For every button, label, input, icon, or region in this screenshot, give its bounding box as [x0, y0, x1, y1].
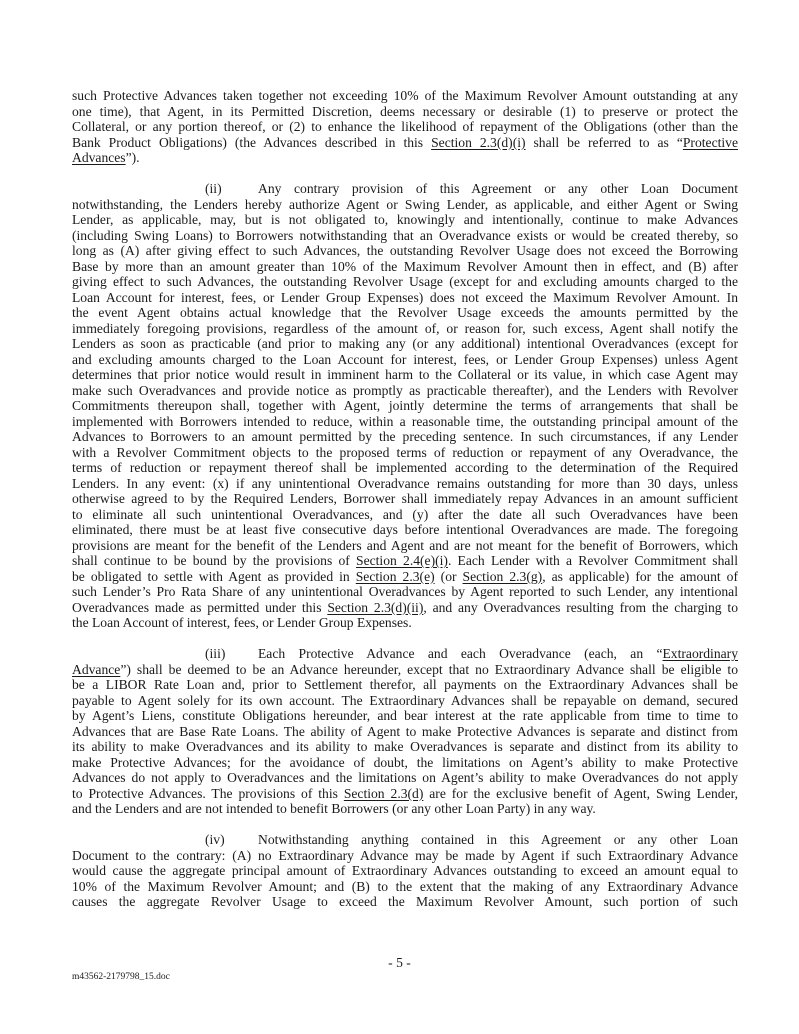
text-line — [72, 522, 738, 538]
text-segment: to eliminate all such unintentional Overadvances, and (y) after the date all such Overadvances have been — [72, 506, 738, 522]
text-line — [72, 119, 738, 135]
text-line — [72, 832, 738, 848]
text-line — [72, 600, 738, 616]
text-segment: Bank Product Obligations) (the Advances described in this — [72, 134, 432, 150]
text-line — [72, 181, 738, 197]
subsection-label: (iii) — [205, 646, 226, 661]
text-line — [72, 879, 738, 895]
text-line — [72, 646, 738, 662]
cross-reference-link[interactable]: Section 2.3(d) — [343, 785, 424, 801]
text-line — [72, 677, 738, 693]
text-line — [72, 243, 738, 259]
text-line — [72, 848, 738, 864]
text-line — [72, 755, 738, 771]
text-line — [72, 197, 738, 213]
text-line — [72, 863, 738, 879]
text-segment: (including Swing Loans) to Borrowers notwithstanding that an Overadvance exists or would be created thereby, so — [72, 227, 738, 243]
text-line — [72, 414, 738, 430]
text-line — [72, 615, 738, 631]
text-line — [72, 476, 738, 492]
text-segment: shall continue to be bound by the provisions of — [72, 553, 357, 568]
text-line — [72, 274, 738, 290]
line-text — [258, 832, 738, 848]
footer-document-id: m43562-2179798_15.doc — [72, 972, 170, 982]
page-number: - 5 - — [388, 955, 411, 970]
text-segment: Base by more than an amount greater than 10% of the Maximum Revolver Amount then in effect, and (B) after — [72, 258, 738, 274]
text-segment: Advances to Borrowers to an amount permitted by the preceding sentence. In such circumstances, if any Lender — [72, 429, 738, 444]
text-line — [72, 569, 738, 585]
text-line — [72, 786, 738, 802]
cross-reference-link[interactable]: Section 2.3(e) — [355, 568, 435, 584]
text-segment: immediately foregoing provisions, regardless of the amount of, or reason for, such excess, Agent shall notify the — [72, 320, 738, 336]
text-segment: . Each Lender with a Revolver Commitment shall — [447, 553, 738, 568]
text-segment: determines that prior notice would result in imminent harm to the Collateral or its value, in which case Agent may — [72, 367, 738, 382]
paragraph-continued — [72, 88, 738, 166]
text-line — [72, 367, 738, 383]
text-segment: such Lender’s Pro Rata Share of any unintentional Overadvances by Agent reported to such Lender, any intentional — [72, 584, 738, 599]
text-segment: Advances do not apply to Overadvances and the limitations on Agent’s ability to make Overadvances do not apply — [72, 770, 738, 785]
text-segment: Lenders. In any event: (x) if any unintentional Overadvance remains outstanding for more than 30 days, unless — [72, 475, 738, 491]
line-text — [258, 646, 738, 662]
text-line — [72, 445, 738, 461]
text-line — [72, 553, 738, 569]
cross-reference-link[interactable]: Section 2.3(d)(i) — [431, 134, 526, 150]
text-segment: ”) shall be deemed to be an Advance hereunder, except that no Extraordinary Advance shall be eligible to — [120, 661, 738, 677]
cross-reference-link[interactable]: Section 2.3(d)(ii) — [327, 599, 424, 615]
text-segment: the event Agent obtains actual knowledge that the Revolver Usage exceeds the amounts permitted by the — [72, 305, 738, 320]
cross-reference-link[interactable]: Extraordinary — [662, 646, 738, 661]
text-segment: terms of reduction or repayment thereof shall be implemented according to the determination of the Required — [72, 460, 738, 475]
text-segment: and the Lenders and are not intended to benefit Borrowers (or any other Loan Party) in any way. — [72, 801, 596, 816]
text-segment: Document to the contrary: (A) no Extraordinary Advance may be made by Agent if such Extraordinary Advance — [72, 847, 738, 863]
text-segment: provisions are meant for the benefit of the Lenders and Agent and are not meant for the benefit of Borrowers, which — [72, 537, 738, 553]
text-line — [72, 104, 738, 120]
text-segment: Advances that are Base Rate Loans. The ability of Agent to make Protective Advances is separate and distinct from — [72, 723, 738, 739]
text-segment: make such Overadvances and provide notice as promptly as practicable thereafter), and the Lenders with Revolver — [72, 382, 738, 398]
text-segment: long as (A) after giving effect to such Advances, the outstanding Revolver Usage does not exceed the Borrowing — [72, 243, 738, 258]
text-segment: one time), that Agent, in its Permitted Discretion, deems necessary or desirable (1) to preserve or protect the — [72, 103, 738, 119]
text-line — [72, 460, 738, 476]
text-line — [72, 724, 738, 740]
text-segment: such Protective Advances taken together not exceeding 10% of the Maximum Revolver Amount outstanding at any — [72, 88, 738, 103]
text-line — [72, 584, 738, 600]
subsection-label: (ii) — [205, 181, 222, 196]
text-segment: by Agent’s Liens, constitute Obligations hereunder, and bear interest at the rate applicable from time to time to — [72, 708, 738, 723]
text-segment: shall be referred to as “ — [525, 134, 683, 150]
text-segment: , as applicable) for the amount of — [542, 568, 738, 584]
cross-reference-link[interactable]: Section 2.3(g) — [462, 568, 543, 584]
text-line — [72, 135, 738, 151]
text-line — [72, 429, 738, 445]
paragraph-ii — [72, 181, 738, 631]
text-segment: are for the exclusive benefit of Agent, Swing Lender, — [423, 785, 738, 801]
cross-reference-link[interactable]: Protective — [682, 134, 738, 150]
text-line — [72, 150, 738, 166]
text-line — [72, 305, 738, 321]
text-segment: payable to Agent solely for its own account. The Extraordinary Advances shall be repayable on demand, secured — [72, 692, 738, 708]
text-line — [72, 290, 738, 306]
text-line — [72, 228, 738, 244]
text-segment: , and any Overadvances resulting from the charging to — [423, 599, 738, 615]
text-segment: be obligated to settle with Agent as provided in — [72, 568, 356, 584]
text-line — [72, 538, 738, 554]
cross-reference-link[interactable]: Advances — [72, 150, 126, 165]
text-segment: and excluding amounts charged to the Loan Account for interest, fees, or Lender Group Expenses) unless Agent — [72, 351, 738, 367]
text-line — [72, 662, 738, 678]
text-line — [72, 708, 738, 724]
text-segment: would cause the aggregate principal amount of Extraordinary Advances outstanding to exceed an amount equal to — [72, 863, 738, 878]
text-line — [72, 770, 738, 786]
text-line — [72, 352, 738, 368]
text-segment: make Protective Advances; for the avoidance of doubt, the limitations on Agent’s ability to make Protective — [72, 754, 738, 770]
text-segment: its ability to make Overadvances and its ability to make Overadvances is separate and distinct from its ability to — [72, 739, 738, 754]
text-line — [72, 894, 738, 910]
text-segment: Notwithstanding anything contained in this Agreement or any other Loan — [258, 832, 738, 847]
text-line — [72, 491, 738, 507]
text-segment: giving effect to such Advances, the outstanding Revolver Usage (except for and excluding amounts charged to the — [72, 274, 738, 289]
cross-reference-link[interactable]: Section 2.4(e)(i) — [356, 553, 448, 568]
text-segment: Commitments thereupon shall, together with Agent, jointly determine the terms of arrangements that shall be — [72, 398, 738, 413]
text-line — [72, 801, 738, 817]
text-line — [72, 398, 738, 414]
text-segment: Each Protective Advance and each Overadvance (each, an “ — [258, 646, 663, 661]
text-line — [72, 507, 738, 523]
text-segment: Collateral, or any portion thereof, or (2) to enhance the likelihood of repayment of the Obligations (other than the — [72, 119, 738, 134]
text-line — [72, 336, 738, 352]
text-segment: 10% of the Maximum Revolver Amount; and (B) to the extent that the making of any Extraordinary Advance — [72, 878, 738, 894]
paragraph-iv — [72, 832, 738, 910]
text-segment: the Loan Account of interest, fees, or Lender Group Expenses. — [72, 615, 412, 630]
text-segment: ”). — [125, 150, 140, 165]
text-line — [72, 88, 738, 104]
text-segment: notwithstanding, the Lenders hereby authorize Agent or Swing Lender, as applicable, and either Agent or Swing — [72, 196, 738, 212]
text-line — [72, 212, 738, 228]
text-segment: be a LIBOR Rate Loan and, prior to Settlement therefor, all payments on the Extraordinary Advances shall be — [72, 677, 738, 692]
text-segment: with a Revolver Commitment objects to the proposed terms of reduction or repayment of any Overadvance, the — [72, 444, 738, 460]
text-segment: otherwise agreed to by the Required Lenders, Borrower shall immediately repay Advances in an amount sufficient — [72, 491, 738, 506]
document-body — [72, 88, 738, 925]
subsection-label: (iv) — [205, 832, 225, 847]
text-line — [72, 321, 738, 337]
text-line — [72, 693, 738, 709]
text-line — [72, 259, 738, 275]
text-segment: Any contrary provision of this Agreement or any other Loan Document — [258, 181, 738, 196]
text-segment: Overadvances made as permitted under this — [72, 599, 328, 615]
text-segment: causes the aggregate Revolver Usage to exceed the Maximum Revolver Amount, such portion of such — [72, 894, 738, 909]
text-line — [72, 739, 738, 755]
text-segment: Lender, as applicable, may, but is not obligated to, knowingly and intentionally, continue to make Advances — [72, 212, 738, 227]
text-segment: Loan Account for interest, fees, or Lender Group Expenses) does not exceed the Maximum Revolver Amount. In — [72, 289, 738, 305]
text-segment: (or — [434, 568, 463, 584]
paragraph-iii — [72, 646, 738, 817]
text-segment: Lenders as soon as practicable (and prior to making any (or any additional) intentional Overadvances (except for — [72, 336, 738, 351]
line-text — [258, 181, 738, 197]
cross-reference-link[interactable]: Advance — [72, 661, 121, 677]
text-segment: implemented with Borrowers intended to reduce, within a reasonable time, the outstanding principal amount of the — [72, 413, 738, 429]
text-line — [72, 383, 738, 399]
text-segment: eliminated, there must be at least five consecutive days before intentional Overadvances are made. The foregoing — [72, 522, 738, 537]
text-segment: to Protective Advances. The provisions of this — [72, 785, 344, 801]
